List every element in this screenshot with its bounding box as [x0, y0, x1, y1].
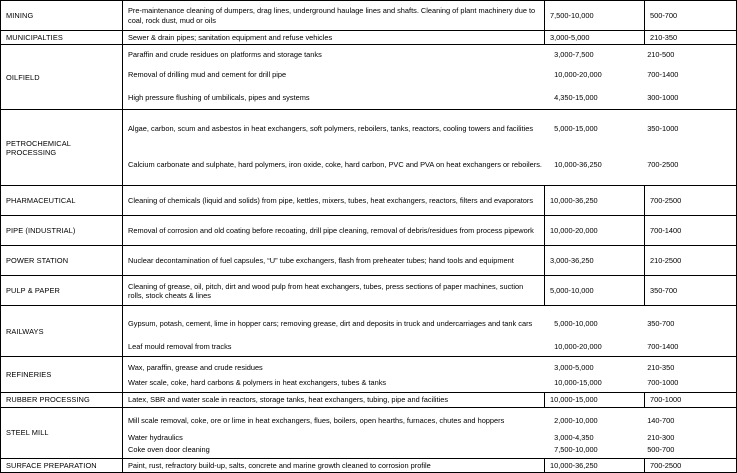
table-row	[1, 458, 737, 472]
application-group	[123, 407, 737, 458]
sub-table	[128, 359, 732, 390]
pressure-cell: 10,000-20,000	[554, 69, 602, 79]
flow-cell: 700-1000	[645, 393, 737, 407]
pressure-cell: 2,000-10,000	[554, 416, 598, 426]
application-cell: Removal of drilling mud and cement for drill pipe	[128, 69, 287, 79]
flow-cell: 210-350	[647, 362, 675, 372]
pressure-cell: 10,000-15,000	[554, 378, 602, 388]
application-cell: Cleaning of chemicals (liquid and solids) from pipe, kettles, mixers, tubes, heat exchangers, reactors, filters and evaporators	[123, 186, 545, 216]
flow-cell: 350-700	[645, 276, 737, 306]
sub-row	[128, 87, 732, 107]
table-row	[1, 393, 737, 407]
table-row	[1, 246, 737, 276]
pressure-cell: 3,000-36,250	[545, 246, 645, 276]
table-row	[1, 186, 737, 216]
application-cell: Removal of corrosion and old coating before recoating, drill pipe cleaning, removal of debris/residues from process pipework	[123, 216, 545, 246]
sub-table	[128, 308, 732, 354]
application-group	[123, 306, 737, 357]
pressure-cell: 5,000-15,000	[554, 124, 598, 134]
sub-row	[128, 47, 732, 61]
pressure-cell: 5,000-10,000	[554, 318, 598, 328]
pressure-cell: 10,000-15,000	[545, 393, 645, 407]
application-cell: Coke oven door cleaning	[128, 445, 210, 455]
sub-row	[128, 375, 732, 390]
sub-table	[128, 112, 732, 183]
table-row	[1, 407, 737, 458]
flow-cell: 350-700	[647, 318, 675, 328]
application-group	[123, 110, 737, 186]
application-cell: Nuclear decontamination of fuel capsules, “U” tube exchangers, flash from preheater tubes; hand tools and equipment	[123, 246, 545, 276]
sub-row	[128, 61, 732, 87]
flow-cell: 140-700	[647, 416, 675, 426]
pressure-cell: 3,000-4,350	[554, 433, 594, 443]
application-cell: Algae, carbon, scum and asbestos in heat exchangers, soft polymers, reboilers, tanks, reactors, cooling towers and facilities	[128, 124, 534, 134]
flow-cell: 700-2500	[645, 186, 737, 216]
pressure-cell: 10,000-20,000	[545, 216, 645, 246]
application-cell: Paraffin and crude residues on platforms and storage tanks	[128, 49, 322, 59]
flow-cell: 700-1400	[647, 69, 679, 79]
industry-cell: STEEL MILL	[1, 407, 123, 458]
pressure-cell: 7,500-10,000	[545, 1, 645, 31]
sub-row	[128, 112, 732, 145]
application-cell: Cleaning of grease, oil, pitch, dirt and wood pulp from heat exchangers, tubes, press sections of paper machines, suction rolls, stock cheats & lines	[123, 276, 545, 306]
application-cell: Wax, paraffin, grease and crude residues	[128, 362, 263, 372]
pressure-cell: 7,500-10,000	[554, 445, 598, 455]
sub-row	[128, 432, 732, 444]
flow-cell: 210-500	[647, 49, 675, 59]
flow-cell: 700-1400	[647, 341, 679, 351]
flow-cell: 500-700	[645, 1, 737, 31]
application-cell: Water scale, coke, hard carbons & polymers in heat exchangers, tubes & tanks	[128, 378, 387, 388]
application-group	[123, 357, 737, 393]
pressure-cell: 5,000-10,000	[545, 276, 645, 306]
application-cell: Mill scale removal, coke, ore or lime in heat exchangers, flues, boilers, open hearths, furnaces, chutes and hoppers	[128, 416, 505, 426]
industry-cell: REFINERIES	[1, 357, 123, 393]
industry-cell: SURFACE PREPARATION	[1, 458, 123, 472]
flow-cell: 700-2500	[647, 159, 679, 169]
sub-row	[128, 308, 732, 338]
application-cell: Water hydraulics	[128, 433, 183, 443]
table-row	[1, 306, 737, 357]
industry-cell: RUBBER PROCESSING	[1, 393, 123, 407]
sub-table	[128, 410, 732, 456]
industry-cell: MINING	[1, 1, 123, 31]
table-row	[1, 276, 737, 306]
pressure-cell: 10,000-36,250	[554, 159, 602, 169]
table-row	[1, 45, 737, 110]
pressure-cell: 10,000-36,250	[545, 458, 645, 472]
pressure-cell: 3,000-5,000	[545, 31, 645, 45]
table-row	[1, 110, 737, 186]
flow-cell: 700-2500	[645, 458, 737, 472]
industry-cell: MUNICIPALTIES	[1, 31, 123, 45]
application-cell: Pre-maintenance cleaning of dumpers, drag lines, underground haulage lines and shafts. Cleaning of plant machinery due to coal, rock dust, mud or oils	[123, 1, 545, 31]
industry-cell: PETROCHEMICAL PROCESSING	[1, 110, 123, 186]
application-cell: Paint, rust, refractory build-up, salts, concrete and marine growth cleaned to corrosion profile	[123, 458, 545, 472]
flow-cell: 210-2500	[645, 246, 737, 276]
industry-cell: OILFIELD	[1, 45, 123, 110]
application-cell: Gypsum, potash, cement, lime in hopper cars; removing grease, dirt and deposits in truck and undercarriages and tank cars	[128, 318, 533, 328]
flow-cell: 210-300	[647, 433, 675, 443]
table-row	[1, 216, 737, 246]
sub-row	[128, 359, 732, 375]
application-cell: High pressure flushing of umbilicals, pipes and systems	[128, 92, 310, 102]
flow-cell: 700-1400	[645, 216, 737, 246]
sub-row	[128, 410, 732, 432]
flow-cell: 210-350	[645, 31, 737, 45]
pressure-cell: 4,350-15,000	[554, 92, 598, 102]
application-cell: Calcium carbonate and sulphate, hard polymers, iron oxide, coke, hard carbon, PVC and PVA on heat exchangers or reboilers.	[128, 159, 542, 169]
table-body	[1, 1, 737, 473]
application-group	[123, 45, 737, 110]
pressure-cell: 10,000-36,250	[545, 186, 645, 216]
industry-cell: PIPE (INDUSTRIAL)	[1, 216, 123, 246]
table-row	[1, 357, 737, 393]
industry-cell: PULP & PAPER	[1, 276, 123, 306]
sub-table	[128, 47, 732, 107]
flow-cell: 300-1000	[647, 92, 679, 102]
industry-cell: RAILWAYS	[1, 306, 123, 357]
application-cell: Sewer & drain pipes; sanitation equipment and refuse vehicles	[123, 31, 545, 45]
sub-row	[128, 145, 732, 183]
table-row	[1, 31, 737, 45]
table-row	[1, 1, 737, 31]
flow-cell: 700-1000	[647, 378, 679, 388]
flow-cell: 500-700	[647, 445, 675, 455]
application-cell: Leaf mould removal from tracks	[128, 341, 232, 351]
industry-cell: POWER STATION	[1, 246, 123, 276]
application-cell: Latex, SBR and water scale in reactors, storage tanks, heat exchangers, tubing, pipe and facilities	[123, 393, 545, 407]
sub-row	[128, 338, 732, 354]
industry-cell: PHARMACEUTICAL	[1, 186, 123, 216]
pressure-cell: 10,000-20,000	[554, 341, 602, 351]
flow-cell: 350-1000	[647, 124, 679, 134]
sub-row	[128, 444, 732, 456]
pressure-cell: 3,000-7,500	[554, 49, 594, 59]
pressure-cell: 3,000-5,000	[554, 362, 594, 372]
